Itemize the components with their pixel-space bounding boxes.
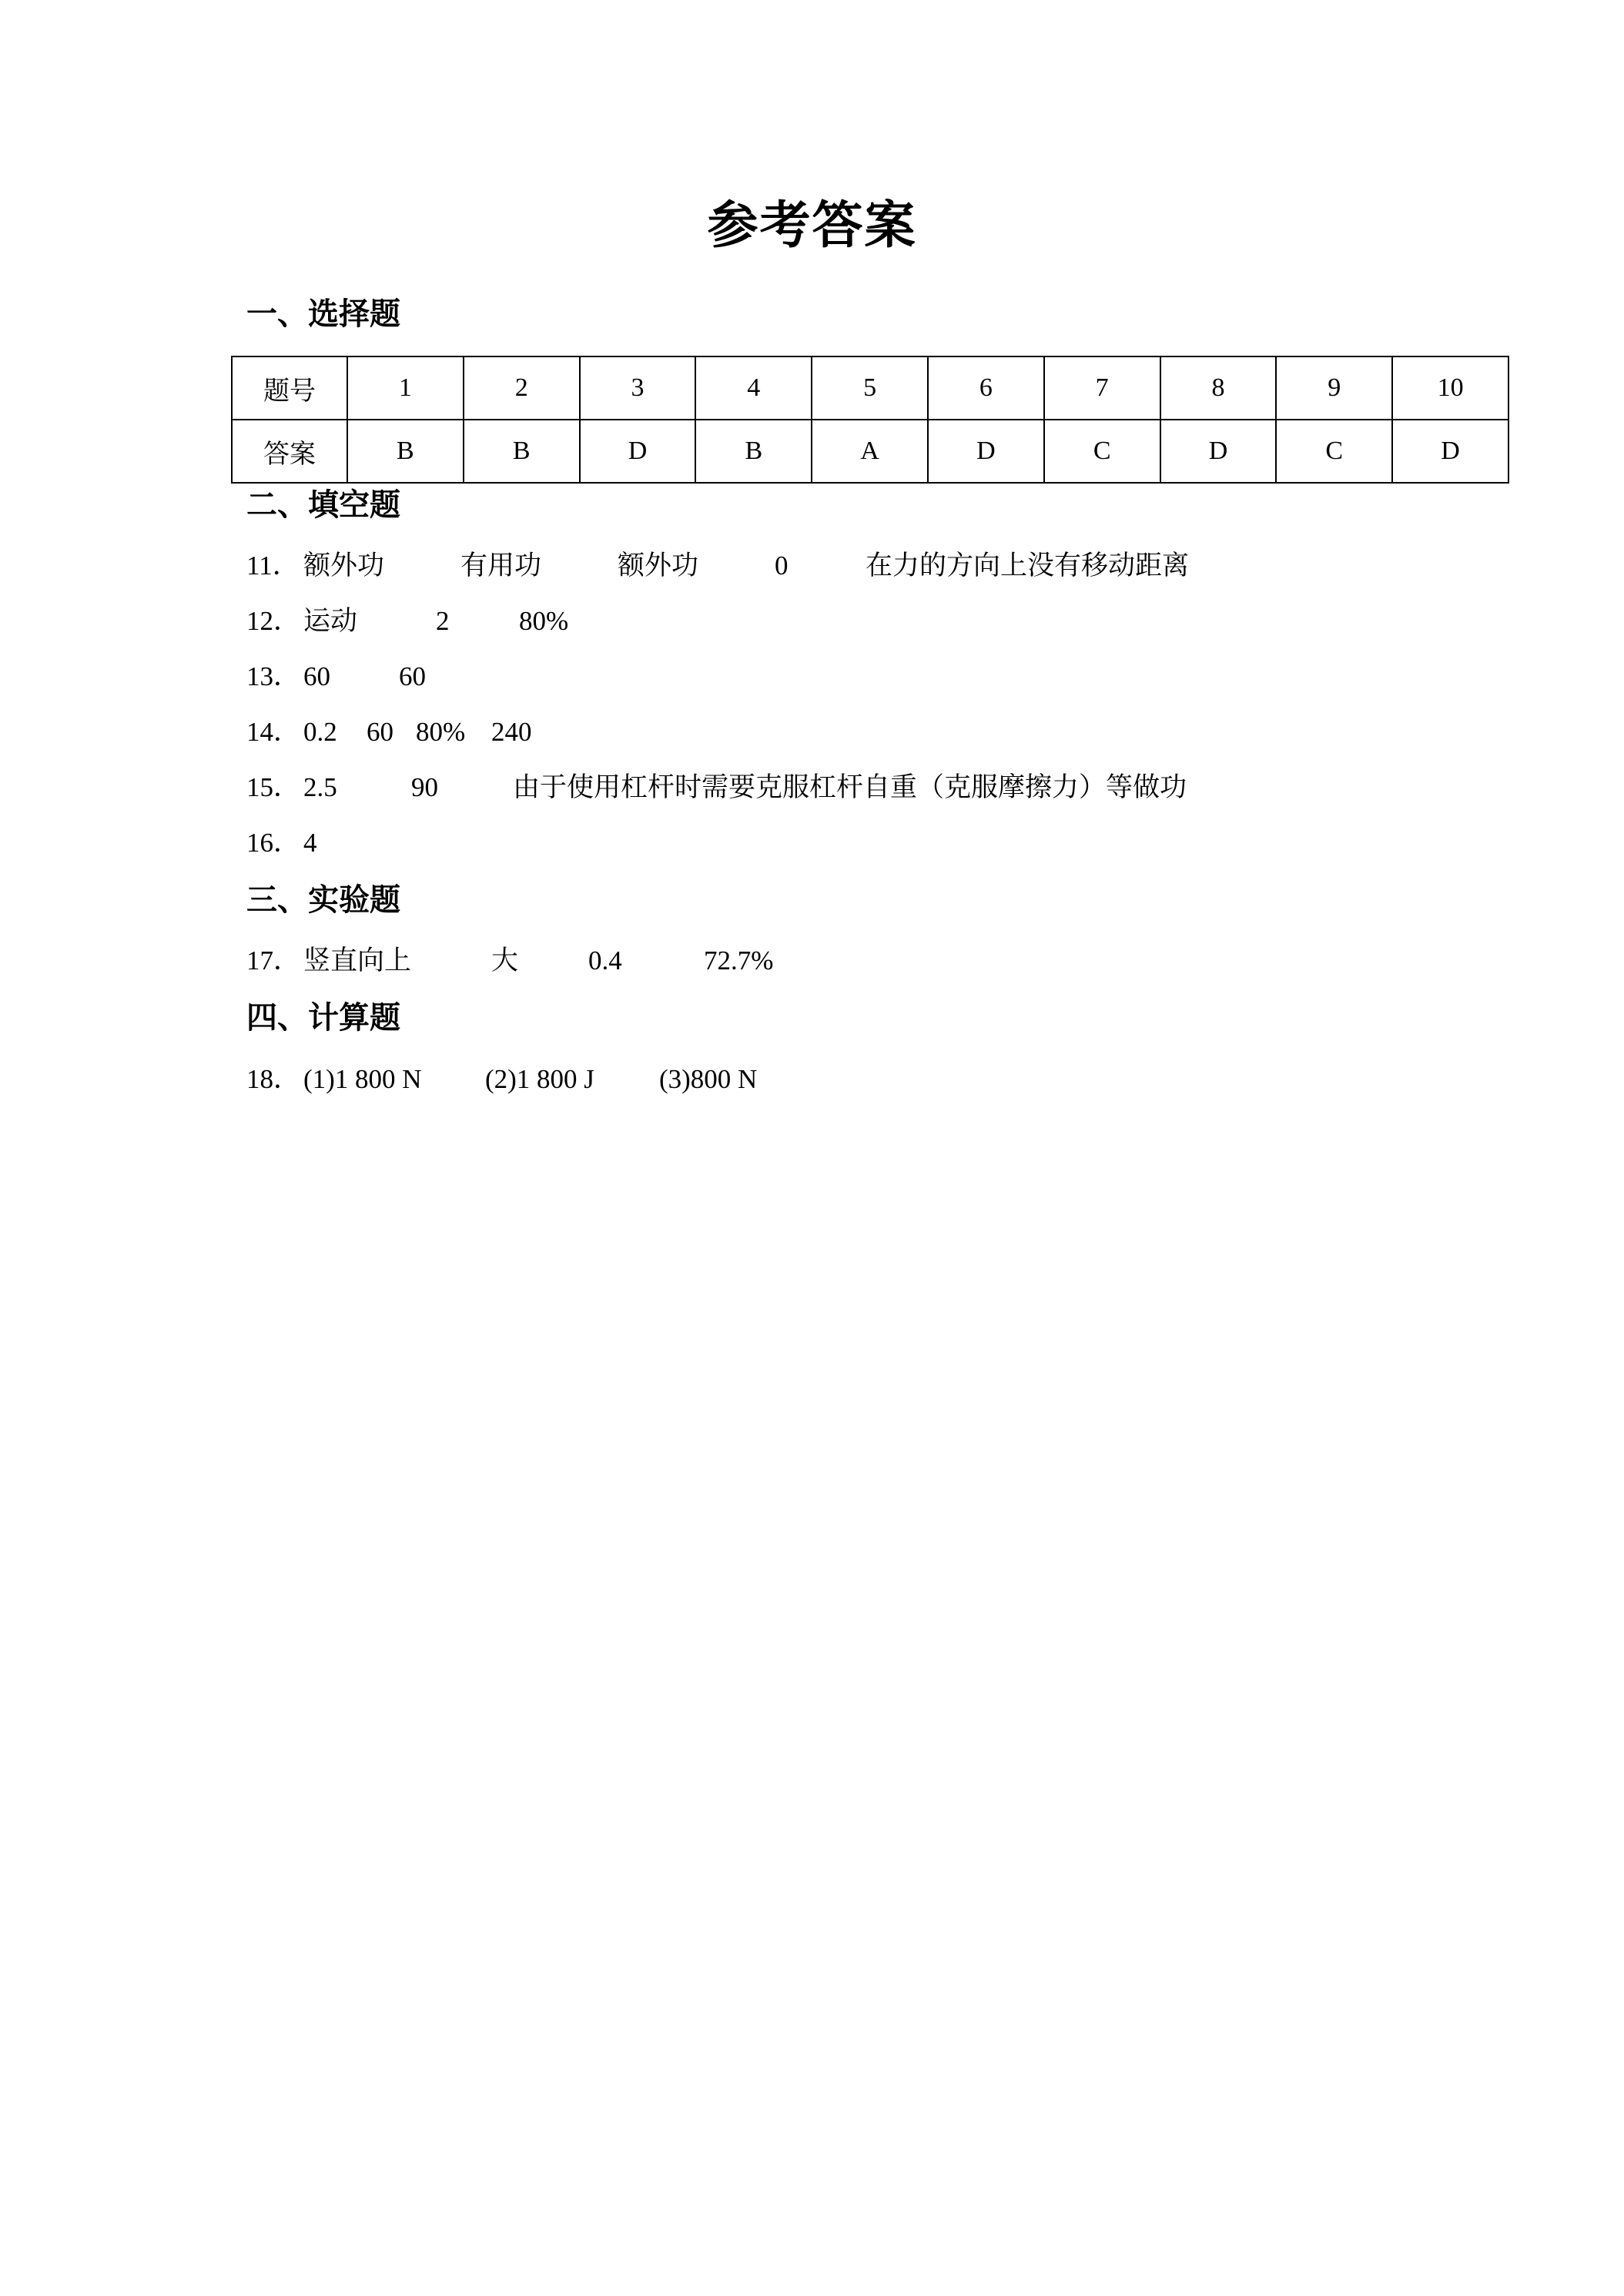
answer-line-11 <box>246 548 1189 584</box>
answer-cell: D <box>928 420 1044 483</box>
answer-line-15 <box>246 770 1187 805</box>
answer-line-16 <box>246 825 317 861</box>
answer-cell: D <box>1392 420 1508 483</box>
answer-part: 有用功 <box>460 551 542 581</box>
row-label-number: 题号 <box>232 356 347 420</box>
question-number-cell: 9 <box>1276 356 1392 420</box>
answer-line-12 <box>246 604 568 639</box>
question-number-cell: 5 <box>812 356 928 420</box>
answer-cell: C <box>1276 420 1392 483</box>
section-heading-choice: 一、选择题 <box>246 296 400 331</box>
answer-cell: D <box>580 420 696 483</box>
page-title: 参考答案 <box>707 198 917 254</box>
answer-part: 额外功 <box>618 551 699 581</box>
answer-part: 60 <box>303 661 330 691</box>
question-number-cell: 6 <box>928 356 1044 420</box>
question-number-cell: 2 <box>464 356 580 420</box>
question-number: 16． <box>246 828 301 858</box>
answer-part: 额外功 <box>303 551 385 581</box>
question-number: 15． <box>246 772 301 802</box>
answer-part: 在力的方向上没有移动距离 <box>866 551 1190 581</box>
question-number-cell: 7 <box>1044 356 1160 420</box>
row-label-answer: 答案 <box>232 420 347 483</box>
question-number: 12． <box>246 606 301 636</box>
answer-line-17 <box>246 943 773 979</box>
section-heading-fill: 二、填空题 <box>246 487 400 522</box>
section-heading-experiment: 三、实验题 <box>246 882 400 917</box>
section-heading-calculation: 四、计算题 <box>246 1000 400 1035</box>
answer-part: 0.2 <box>303 717 337 747</box>
answer-part: 2.5 <box>303 772 337 802</box>
answer-cell: B <box>347 420 464 483</box>
answer-part: (3)800 N <box>659 1064 758 1094</box>
answer-cell: B <box>464 420 580 483</box>
answer-line-13 <box>246 659 426 694</box>
answer-part: (2)1 800 J <box>485 1064 594 1094</box>
answer-part: 由于使用杠杆时需要克服杠杆自重（克服摩擦力）等做功 <box>513 772 1187 802</box>
answer-part: 90 <box>411 772 438 802</box>
answer-line-14 <box>246 715 532 750</box>
answer-part: 80% <box>519 606 569 636</box>
answer-part: 72.7% <box>704 946 774 976</box>
answer-cell: C <box>1044 420 1160 483</box>
question-number-cell: 1 <box>347 356 464 420</box>
answer-cell: B <box>695 420 812 483</box>
answer-cell: D <box>1160 420 1277 483</box>
answer-part: 大 <box>491 946 519 976</box>
choice-answer-table <box>231 356 1509 484</box>
answer-part: 80% <box>416 717 466 747</box>
answer-part: 竖直向上 <box>303 946 412 976</box>
answer-part: 0.4 <box>588 946 622 976</box>
question-number: 14． <box>246 717 301 747</box>
question-number-cell: 8 <box>1160 356 1277 420</box>
table-row-numbers <box>232 356 1508 420</box>
answer-part: 4 <box>303 828 317 858</box>
question-number-cell: 10 <box>1392 356 1508 420</box>
question-number: 13． <box>246 661 301 691</box>
question-number-cell: 4 <box>695 356 812 420</box>
question-number-cell: 3 <box>580 356 696 420</box>
table-row-answers <box>232 420 1508 483</box>
answer-part: 2 <box>436 606 450 636</box>
answer-part: 60 <box>399 661 426 691</box>
answer-part: 0 <box>775 551 789 581</box>
question-number: 18． <box>246 1064 301 1094</box>
answer-cell: A <box>812 420 928 483</box>
answer-part: 运动 <box>303 606 358 636</box>
answer-part: 60 <box>367 717 393 747</box>
answer-line-18 <box>246 1062 757 1097</box>
question-number: 17． <box>246 946 301 976</box>
answer-part: 240 <box>491 717 532 747</box>
answer-part: (1)1 800 N <box>303 1064 422 1094</box>
question-number: 11． <box>246 551 300 581</box>
